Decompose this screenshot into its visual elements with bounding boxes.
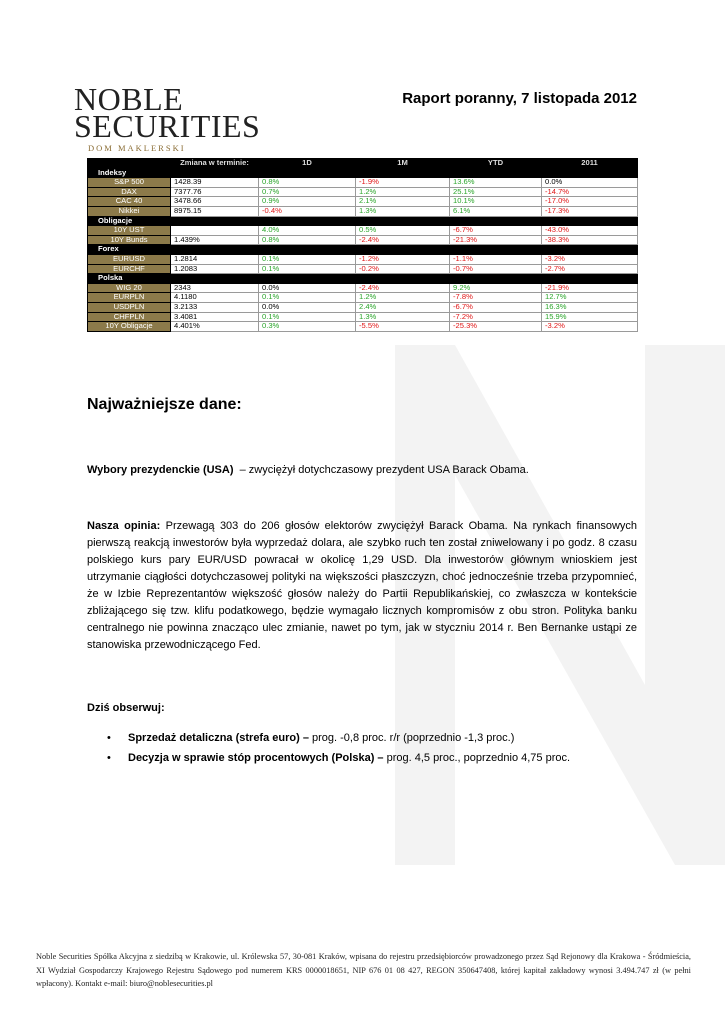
- change-1m: 1.3%: [356, 312, 450, 322]
- change-1d: 0.1%: [259, 312, 356, 322]
- change-1m: 2.4%: [356, 302, 450, 312]
- table-row: [88, 178, 638, 188]
- section-row-cell: [450, 216, 542, 226]
- change-ytd: 10.1%: [450, 197, 542, 207]
- instrument-level: 3478.66: [171, 197, 259, 207]
- header-cell: Zmiana w terminie:: [171, 159, 259, 169]
- change-ytd: -7.8%: [450, 293, 542, 303]
- section-row-cell: [171, 216, 259, 226]
- change-2011: 12.7%: [542, 293, 638, 303]
- instrument-name: S&P 500: [88, 178, 171, 188]
- change-ytd: -1.1%: [450, 254, 542, 264]
- instrument-level: 1.2814: [171, 254, 259, 264]
- section-name: Forex: [88, 245, 171, 255]
- change-1d: 0.3%: [259, 322, 356, 332]
- section-row-cell: [542, 216, 638, 226]
- change-1m: -0.2%: [356, 264, 450, 274]
- change-ytd: -6.7%: [450, 302, 542, 312]
- watch-item-text: prog. -0,8 proc. r/r (poprzednio -1,3 proc.): [308, 732, 515, 744]
- change-2011: -17.0%: [542, 197, 638, 207]
- section-row-cell: [259, 274, 356, 284]
- section-row-cell: [171, 168, 259, 178]
- election-text: – zwyciężył dotychczasowy prezydent USA Barack Obama.: [233, 464, 529, 476]
- change-1m: 0.5%: [356, 226, 450, 236]
- change-2011: -17.3%: [542, 206, 638, 216]
- change-ytd: -0.7%: [450, 264, 542, 274]
- instrument-name: CAC 40: [88, 197, 171, 207]
- opinion-text: Przewagą 303 do 206 głosów elektorów zwyciężył Barack Obama. Na rynkach finansowych pierwszą reakcją inwestorów była wyprzedaż dolara, ale szybko ruch ten został zniwelowany i po godz. 8 czasu polskiego kurs pary EUR/USD powracał w okolicę 1,29 USD. Dla inwestorów głównym wnioskiem jest utrzymanie ciągłości dotychczasowej polityki na większości płaszczyzn, choć jednocześnie trzeba przypomnieć, że w Izbie Reprezentantów większość głosów należy do Partii Republikańskiej, co zwłaszcza w kontekście zbliżającego się tzw. klifu podatkowego, będzie wymagało licznych kompromisów z obu stron. Polityka banku centralnego nie powinna znacząco ulec zmianie, nawet po tym, jak w styczniu 2014 r. Ben Bernanke ustąpi ze stanowiska przewodniczącego Fed.: [87, 520, 638, 651]
- change-ytd: -6.7%: [450, 226, 542, 236]
- instrument-name: EURPLN: [88, 293, 171, 303]
- section-name: Polska: [88, 274, 171, 284]
- footer-legal: Noble Securities Spółka Akcyjna z siedzibą w Krakowie, ul. Królewska 57, 30-081 Kraków, wpisana do rejestru przedsiębiorców prowadzonego przez Sąd Rejonowy dla Krakowa - Śródmieścia, XI Wydział Gospodarczy Krajowego Rejestru Sądowego pod numerem KRS 0000018651, NIP 676 01 08 427, REGON 350647408, której kapitał zakładowy wynosi 3.494.747 zł (w pełni wpłacony). Kontakt e-mail: biuro@noblesecurities.pl: [36, 952, 691, 988]
- section-row-cell: [259, 245, 356, 255]
- change-1m: 1.3%: [356, 206, 450, 216]
- instrument-name: EURCHF: [88, 264, 171, 274]
- watch-item-label: Sprzedaż detaliczna (strefa euro) –: [128, 732, 309, 744]
- instrument-name: Nikkei: [88, 206, 171, 216]
- section-row-cell: [542, 274, 638, 284]
- instrument-level: 1.439%: [171, 235, 259, 245]
- company-logo: [74, 81, 261, 153]
- section-name: Obligacje: [88, 216, 171, 226]
- instrument-level: 1.2083: [171, 264, 259, 274]
- logo-line-1: NOBLE: [74, 81, 184, 117]
- table-row: [88, 312, 638, 322]
- section-name: Indeksy: [88, 168, 171, 178]
- change-1d: 0.1%: [259, 264, 356, 274]
- change-ytd: 13.6%: [450, 178, 542, 188]
- logo-line-2: SECURITIES: [74, 108, 261, 144]
- table-row: [88, 226, 638, 236]
- change-2011: -43.0%: [542, 226, 638, 236]
- change-1d: 0.0%: [259, 283, 356, 293]
- section-heading: Najważniejsze dane:: [87, 396, 242, 413]
- change-1d: 0.0%: [259, 302, 356, 312]
- header-empty: [88, 159, 171, 169]
- table-row: [88, 254, 638, 264]
- change-1m: 1.2%: [356, 293, 450, 303]
- section-row-cell: [542, 168, 638, 178]
- market-table-body: [88, 159, 638, 332]
- change-1d: 0.7%: [259, 187, 356, 197]
- change-ytd: -7.2%: [450, 312, 542, 322]
- instrument-level: 1428.39: [171, 178, 259, 188]
- change-2011: -21.9%: [542, 283, 638, 293]
- instrument-level: 8975.15: [171, 206, 259, 216]
- instrument-level: 2343: [171, 283, 259, 293]
- bullet-icon: •: [107, 752, 111, 764]
- logo-line-3: DOM MAKLERSKI: [88, 143, 186, 153]
- change-ytd: 25.1%: [450, 187, 542, 197]
- section-row-cell: [356, 168, 450, 178]
- change-1d: 4.0%: [259, 226, 356, 236]
- section-row-cell: [171, 274, 259, 284]
- change-1d: 0.1%: [259, 293, 356, 303]
- table-row: [88, 302, 638, 312]
- change-1d: -0.4%: [259, 206, 356, 216]
- section-row-cell: [259, 168, 356, 178]
- section-row-cell: [450, 168, 542, 178]
- instrument-name: 10Y Bunds: [88, 235, 171, 245]
- instrument-name: 10Y UST: [88, 226, 171, 236]
- instrument-level: 3.4081: [171, 312, 259, 322]
- watch-item-label: Decyzja w sprawie stóp procentowych (Polska) –: [128, 752, 384, 764]
- table-row: [88, 235, 638, 245]
- table-row: [88, 187, 638, 197]
- section-row-cell: [450, 245, 542, 255]
- change-2011: 16.3%: [542, 302, 638, 312]
- opinion-paragraph: [87, 518, 637, 654]
- list-item: [87, 728, 647, 748]
- watch-label-text: Dziś obserwuj:: [87, 702, 165, 714]
- table-row: [88, 206, 638, 216]
- change-1m: -2.4%: [356, 235, 450, 245]
- instrument-name: CHFPLN: [88, 312, 171, 322]
- instrument-name: WIG 20: [88, 283, 171, 293]
- header-cell: 1D: [259, 159, 356, 169]
- section-row: [88, 245, 638, 255]
- table-header-row: [88, 159, 638, 169]
- instrument-name: USDPLN: [88, 302, 171, 312]
- header-cell: 1M: [356, 159, 450, 169]
- watch-list: [87, 728, 647, 768]
- change-1d: 0.9%: [259, 197, 356, 207]
- change-ytd: 9.2%: [450, 283, 542, 293]
- change-1m: -2.4%: [356, 283, 450, 293]
- section-row: [88, 274, 638, 284]
- header-cell: 2011: [542, 159, 638, 169]
- section-row-cell: [259, 216, 356, 226]
- instrument-level: 7377.76: [171, 187, 259, 197]
- table-row: [88, 197, 638, 207]
- table-row: [88, 293, 638, 303]
- market-table: [87, 158, 638, 332]
- change-2011: -3.2%: [542, 254, 638, 264]
- report-title: Raport poranny, 7 listopada 2012: [402, 90, 637, 107]
- watch-label: [87, 700, 637, 717]
- instrument-name: EURUSD: [88, 254, 171, 264]
- change-2011: -38.3%: [542, 235, 638, 245]
- change-1m: 2.1%: [356, 197, 450, 207]
- instrument-level: [171, 226, 259, 236]
- change-2011: 15.9%: [542, 312, 638, 322]
- section-row-cell: [171, 245, 259, 255]
- instrument-name: DAX: [88, 187, 171, 197]
- change-1d: 0.8%: [259, 178, 356, 188]
- instrument-level: 4.401%: [171, 322, 259, 332]
- section-row-cell: [450, 274, 542, 284]
- section-row: [88, 168, 638, 178]
- section-row-cell: [356, 245, 450, 255]
- table-row: [88, 264, 638, 274]
- section-row-cell: [542, 245, 638, 255]
- change-ytd: -25.3%: [450, 322, 542, 332]
- change-ytd: -21.3%: [450, 235, 542, 245]
- election-paragraph: [87, 462, 637, 479]
- change-2011: -14.7%: [542, 187, 638, 197]
- section-row: [88, 216, 638, 226]
- instrument-name: 10Y Obligacje: [88, 322, 171, 332]
- header-cell: YTD: [450, 159, 542, 169]
- change-1d: 0.8%: [259, 235, 356, 245]
- section-row-cell: [356, 274, 450, 284]
- change-1m: 1.2%: [356, 187, 450, 197]
- election-label: Wybory prezydenckie (USA): [87, 464, 234, 476]
- list-item: [87, 748, 647, 768]
- bullet-icon: •: [107, 732, 111, 744]
- change-2011: -3.2%: [542, 322, 638, 332]
- table-row: [88, 322, 638, 332]
- watch-item-text: prog. 4,5 proc., poprzednio 4,75 proc.: [383, 752, 571, 764]
- table-row: [88, 283, 638, 293]
- change-1d: 0.1%: [259, 254, 356, 264]
- section-row-cell: [356, 216, 450, 226]
- change-1m: -5.5%: [356, 322, 450, 332]
- change-2011: -2.7%: [542, 264, 638, 274]
- change-1m: -1.2%: [356, 254, 450, 264]
- opinion-label: Nasza opinia:: [87, 520, 161, 532]
- change-ytd: 6.1%: [450, 206, 542, 216]
- change-2011: 0.0%: [542, 178, 638, 188]
- change-1m: -1.9%: [356, 178, 450, 188]
- instrument-level: 3.2133: [171, 302, 259, 312]
- instrument-level: 4.1180: [171, 293, 259, 303]
